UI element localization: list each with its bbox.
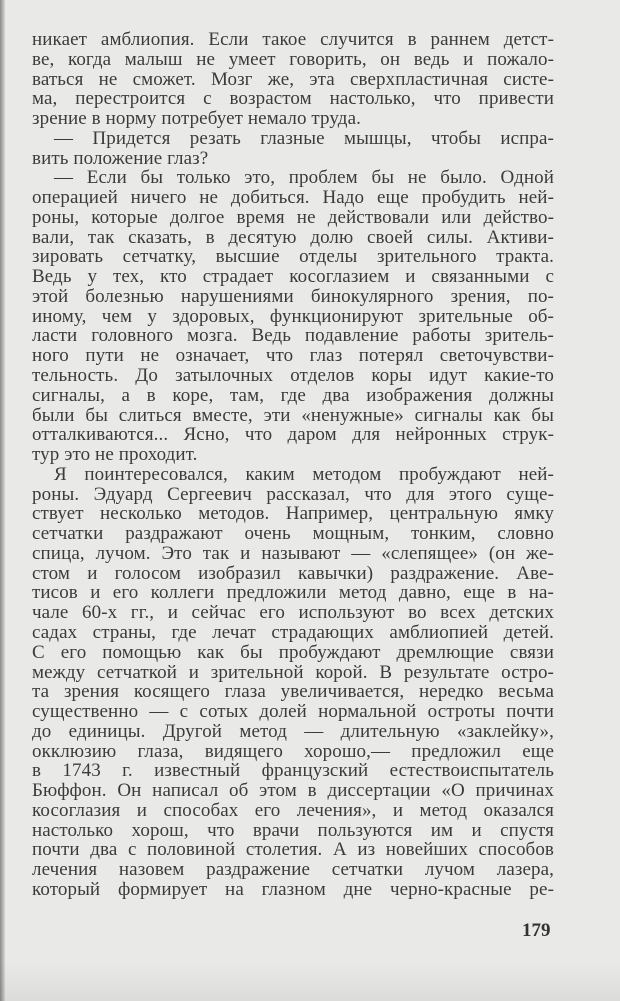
text-line: — Придется резать глазные мышцы, чтобы испра-: [54, 127, 554, 149]
text-line: тур это не проходит.: [32, 444, 198, 466]
text-line: лечения назовем раздражение сетчатки лучом лазера,: [32, 859, 554, 881]
text-line: Ведь у тех, кто страдает косоглазием и связанными с: [32, 266, 554, 288]
text-line: садах страны, где лечат страдающих амблиопией детей.: [32, 621, 554, 643]
page-binding-edge: [0, 0, 5, 1001]
text-line: ма, перестроится с возрастом настолько, что привести: [32, 88, 554, 110]
text-line: роны. Эдуард Сергеевич рассказал, что для этого суще-: [32, 483, 554, 505]
text-line: между сетчаткой и зрительной корой. В результате остро-: [32, 661, 554, 683]
text-line: ласти головного мозга. Ведь подавление работы зритель-: [32, 325, 554, 347]
text-line: были бы слиться вместе, эти «ненужные» сигналы как бы: [32, 404, 554, 426]
text-line: существенно — с сотых долей нормальной остроты почти: [32, 701, 554, 723]
text-line: вали, так сказать, в десятую долю своей силы. Активи-: [32, 226, 554, 248]
text-line: отталкиваются... Ясно, что даром для нейронных струк-: [32, 424, 554, 446]
text-line: операцией ничего не добиться. Надо еще пробудить ней-: [32, 187, 554, 209]
text-line: ствует несколько методов. Например, центральную ямку: [32, 503, 554, 525]
text-line: зировать сетчатку, высшие отделы зрительного тракта.: [32, 246, 554, 268]
text-line: в 1743 г. известный французский естествоиспытатель: [32, 760, 554, 782]
text-line: та зрения косящего глаза увеличивается, нередко весьма: [32, 681, 554, 703]
text-line: ного пути не означает, что глаз потерял светочувстви-: [32, 345, 554, 367]
text-line: роны, которые долгое время не действовали или действо-: [32, 206, 554, 228]
text-line: этой болезнью нарушениями бинокулярного зрения, по-: [32, 285, 554, 307]
text-line: сетчатки раздражают очень мощным, тонким, словно: [32, 523, 554, 545]
text-line: — Если бы только это, проблем бы не было. Одной: [54, 167, 554, 189]
text-line: который формирует на глазном дне черно-красные ре-: [32, 878, 554, 900]
text-line: тельность. До затылочных отделов коры идут какие-то: [32, 365, 554, 387]
text-line: вить положение глаз?: [32, 147, 209, 169]
text-line: почти два с половиной столетия. А из новейших способов: [32, 839, 554, 861]
text-line: чале 60-х гг., и сейчас его используют во всех детских: [32, 602, 554, 624]
text-line: С его помощью как бы пробуждают дремлющие связи: [32, 641, 554, 663]
body-text: [32, 30, 554, 900]
text-line: никает амблиопия. Если такое случится в раннем детст-: [32, 29, 554, 50]
text-line: зрение в норму потребует немало труда.: [32, 108, 361, 130]
text-line: косоглазия и способах его лечения», и метод оказался: [32, 799, 554, 821]
text-line: настолько хорош, что врачи пользуются им и спустя: [32, 819, 554, 841]
text-line: до единицы. Другой метод — длительную «заклейку»,: [32, 720, 554, 742]
page-shadow: [0, 961, 620, 1001]
text-line: стом и голосом изобразил кавычки) раздражение. Аве-: [32, 562, 554, 584]
text-line: ваться не сможет. Мозг же, эта сверхпластичная систе-: [32, 68, 554, 90]
text-line: тисов и его коллеги предложили метод давно, еще в на-: [32, 582, 554, 604]
text-line: сигналы, а в коре, там, где два изображения должны: [32, 384, 554, 406]
text-line: окклюзию глаза, видящего хорошо,— предложил еще: [32, 740, 554, 762]
text-line: спица, лучом. Это так и называют — «слепящее» (он же-: [32, 542, 554, 564]
text-line: Я поинтересовался, каким методом пробуждают ней-: [54, 463, 554, 485]
text-line: ве, когда малыш не умеет говорить, он ведь и пожало-: [32, 48, 554, 70]
text-line: Бюффон. Он написал об этом в диссертации «О причинах: [32, 780, 554, 802]
page-number: 179: [522, 920, 551, 941]
text-line: иному, чем у здоровых, функционируют зрительные об-: [32, 305, 554, 327]
